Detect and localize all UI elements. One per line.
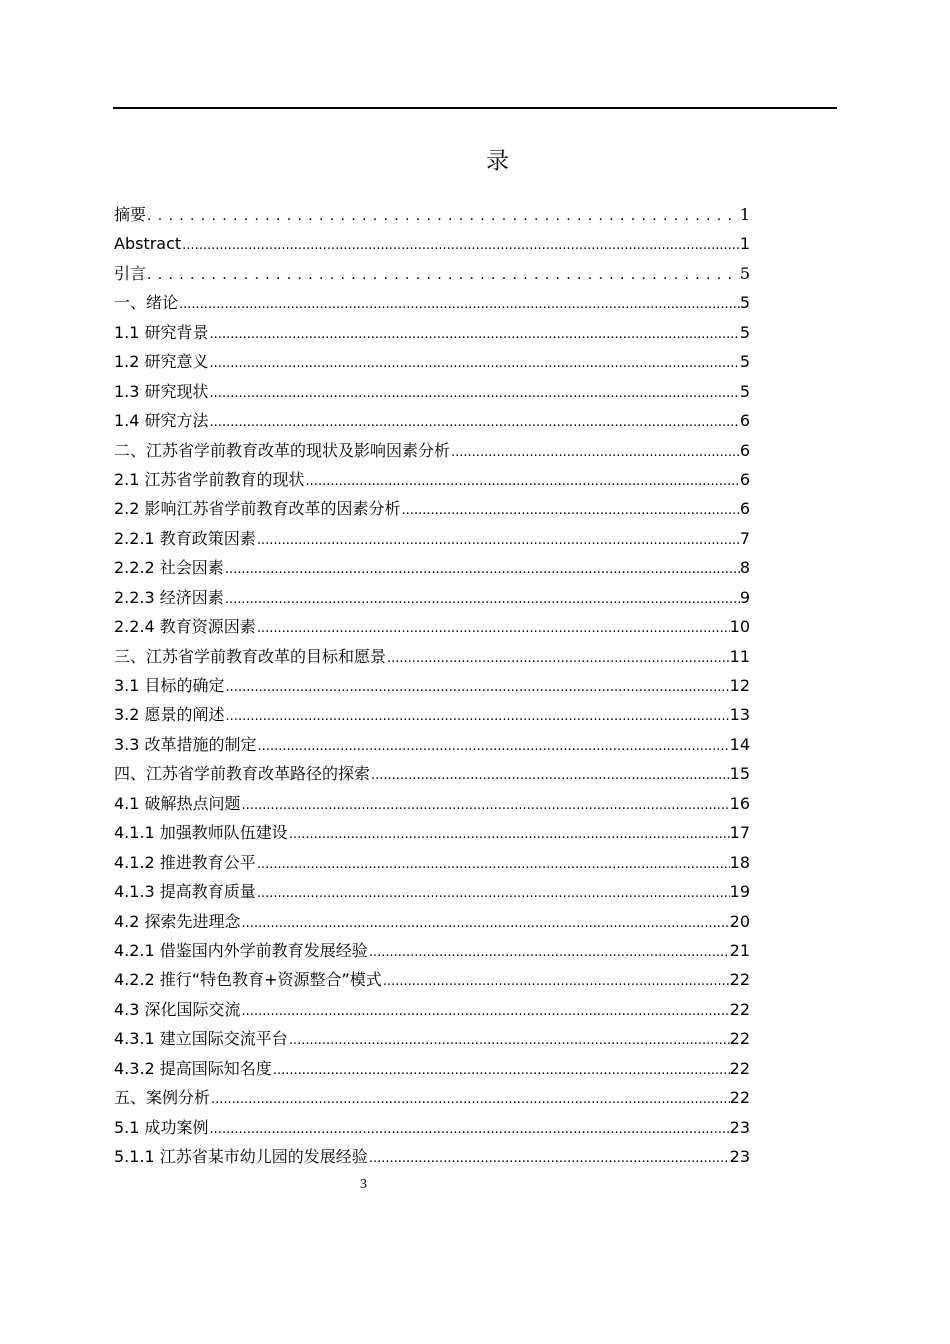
dot-leader — [257, 879, 730, 908]
toc-entry-page: 10 — [729, 617, 750, 637]
toc-entry-label: 5.1 成功案例 — [114, 1117, 209, 1137]
toc-entry-page: 23 — [729, 1147, 750, 1166]
toc-entry-page: 5 — [739, 381, 750, 401]
table-of-contents — [114, 200, 750, 1171]
toc-entry-page: 5 — [739, 352, 750, 372]
toc-entry[interactable] — [114, 436, 750, 465]
toc-entry-page: 12 — [729, 676, 750, 695]
toc-entry[interactable] — [114, 465, 750, 494]
dot-leader — [451, 438, 740, 467]
toc-entry-page: 22 — [729, 1029, 750, 1049]
toc-entry-label: 4.1 破解热点问题 — [114, 793, 241, 813]
dot-leader — [273, 1056, 730, 1085]
toc-entry-label: 4.2 探索先进理念 — [114, 911, 241, 931]
toc-entry-label: 4.3 深化国际交流 — [114, 999, 241, 1019]
toc-entry-page: 21 — [729, 940, 750, 960]
toc-entry-label: Abstract — [114, 234, 182, 254]
dot-leader — [226, 702, 730, 731]
dot-leader — [306, 467, 740, 496]
dot-leader — [402, 496, 740, 525]
toc-entry-label: 1.1 研究背景 — [114, 322, 209, 342]
toc-entry-page: 22 — [729, 970, 750, 990]
toc-entry-label: 4.1.1 加强教师队伍建设 — [114, 823, 288, 843]
toc-title: 录 — [486, 148, 509, 174]
toc-entry-label: 3.1 目标的确定 — [114, 676, 225, 695]
toc-entry[interactable] — [114, 318, 750, 347]
toc-entry-label: 2.2.2 社会因素 — [114, 558, 224, 578]
dot-leader — [242, 791, 730, 820]
dot-leader — [147, 261, 740, 290]
toc-entry[interactable] — [114, 1083, 750, 1112]
toc-entry-label: 3.2 愿景的阐述 — [114, 705, 225, 725]
toc-entry-label: 2.2 影响江苏省学前教育改革的因素分析 — [114, 499, 401, 519]
dot-leader — [226, 673, 730, 702]
toc-entry-label: 三、江苏省学前教育改革的目标和愿景 — [114, 646, 387, 666]
dot-leader — [210, 1115, 730, 1144]
toc-entry-page: 1 — [739, 234, 750, 254]
toc-entry-introduction[interactable] — [114, 259, 750, 288]
dot-leader — [258, 732, 730, 761]
toc-entry[interactable] — [114, 1142, 750, 1171]
toc-entry-page: 8 — [739, 558, 750, 578]
toc-entry-label: 4.3.2 提高国际知名度 — [114, 1058, 272, 1078]
toc-entry-page: 17 — [729, 823, 750, 843]
toc-entry[interactable] — [114, 524, 750, 553]
toc-entry[interactable] — [114, 818, 750, 847]
dot-leader — [289, 820, 730, 849]
toc-entry[interactable] — [114, 730, 750, 759]
toc-entry-page: 18 — [729, 852, 750, 872]
toc-entry[interactable] — [114, 553, 750, 582]
dot-leader — [257, 526, 740, 555]
toc-entry-page: 13 — [729, 705, 750, 725]
toc-entry-page: 11 — [729, 646, 750, 666]
toc-entry[interactable] — [114, 494, 750, 523]
toc-entry-label: 4.1.3 提高教育质量 — [114, 882, 256, 902]
toc-entry[interactable] — [114, 995, 750, 1024]
dot-leader — [182, 231, 740, 260]
toc-entry-page: 5 — [739, 293, 750, 313]
toc-entry[interactable] — [114, 583, 750, 612]
toc-entry-page: 22 — [729, 1088, 750, 1108]
toc-entry-page: 6 — [739, 440, 750, 460]
dot-leader — [147, 202, 740, 231]
toc-entry[interactable] — [114, 848, 750, 877]
toc-entry[interactable] — [114, 700, 750, 729]
toc-entry-page: 19 — [729, 882, 750, 902]
toc-entry-page: 5 — [739, 322, 750, 342]
toc-entry-label: 4.1.2 推进教育公平 — [114, 852, 256, 872]
toc-entry-label: 3.3 改革措施的制定 — [114, 734, 257, 754]
toc-entry-page: 1 — [739, 205, 750, 224]
toc-entry[interactable] — [114, 671, 750, 700]
dot-leader — [369, 1144, 730, 1173]
header-rule — [113, 107, 837, 109]
toc-entry-page: 22 — [729, 999, 750, 1019]
toc-entry[interactable] — [114, 406, 750, 435]
toc-entry-label: 四、江苏省学前教育改革路径的探索 — [114, 764, 371, 784]
toc-entry[interactable] — [114, 936, 750, 965]
dot-leader — [242, 909, 730, 938]
dot-leader — [383, 967, 730, 996]
dot-leader — [387, 644, 730, 673]
toc-entry[interactable] — [114, 288, 750, 317]
toc-entry-label: 2.1 江苏省学前教育的现状 — [114, 469, 305, 489]
toc-entry-page: 23 — [729, 1117, 750, 1137]
toc-entry-label: 一、绪论 — [114, 293, 179, 313]
toc-entry-page: 14 — [729, 734, 750, 754]
toc-entry-label: 1.3 研究现状 — [114, 381, 209, 401]
toc-entry-label: 二、江苏省学前教育改革的现状及影响因素分析 — [114, 440, 451, 460]
toc-entry-page: 5 — [739, 263, 750, 283]
toc-entry[interactable] — [114, 907, 750, 936]
toc-entry[interactable] — [114, 642, 750, 671]
toc-entry[interactable] — [114, 377, 750, 406]
toc-entry-page: 6 — [739, 411, 750, 431]
dot-leader — [210, 408, 740, 437]
toc-entry-page: 16 — [729, 793, 750, 813]
toc-entry-label: 引言 — [114, 263, 147, 283]
toc-entry[interactable] — [114, 612, 750, 641]
dot-leader — [211, 1085, 730, 1114]
dot-leader — [210, 349, 740, 378]
dot-leader — [210, 320, 740, 349]
toc-entry[interactable] — [114, 1113, 750, 1142]
toc-entry-label: 摘要 — [114, 205, 147, 224]
dot-leader — [179, 290, 740, 319]
toc-entry-label: 4.2.2 推行“特色教育+资源整合”模式 — [114, 970, 382, 990]
toc-entry-page: 7 — [739, 528, 750, 548]
toc-entry-abstract-en[interactable] — [114, 229, 750, 258]
dot-leader — [210, 379, 740, 408]
dot-leader — [225, 555, 740, 584]
toc-entry[interactable] — [114, 1054, 750, 1083]
toc-entry-page: 9 — [739, 587, 750, 607]
dot-leader — [257, 614, 730, 643]
toc-entry-label: 1.4 研究方法 — [114, 411, 209, 431]
page-number: 3 — [360, 1177, 367, 1192]
toc-entry-abstract-cn[interactable] — [114, 200, 750, 229]
toc-entry-page: 15 — [729, 764, 750, 784]
toc-entry[interactable] — [114, 347, 750, 376]
toc-entry-page: 22 — [729, 1058, 750, 1078]
toc-entry-page: 20 — [729, 911, 750, 931]
dot-leader — [371, 761, 730, 790]
toc-entry-label: 4.3.1 建立国际交流平台 — [114, 1029, 288, 1049]
toc-entry-label: 4.2.1 借鉴国内外学前教育发展经验 — [114, 940, 368, 960]
dot-leader — [289, 1026, 730, 1055]
toc-entry[interactable] — [114, 965, 750, 994]
toc-entry-label: 五、案例分析 — [114, 1088, 211, 1108]
dot-leader — [257, 850, 730, 879]
toc-entry-page: 6 — [739, 499, 750, 519]
toc-entry[interactable] — [114, 1024, 750, 1053]
toc-entry-page: 6 — [739, 469, 750, 489]
toc-entry[interactable] — [114, 789, 750, 818]
dot-leader — [369, 938, 730, 967]
toc-entry-label: 5.1.1 江苏省某市幼儿园的发展经验 — [114, 1147, 368, 1166]
toc-entry-label: 2.2.4 教育资源因素 — [114, 617, 256, 637]
dot-leader — [225, 585, 740, 614]
toc-entry-label: 1.2 研究意义 — [114, 352, 209, 372]
dot-leader — [242, 997, 730, 1026]
toc-entry-label: 2.2.3 经济因素 — [114, 587, 224, 607]
toc-entry[interactable] — [114, 759, 750, 788]
toc-entry-label: 2.2.1 教育政策因素 — [114, 528, 256, 548]
toc-entry[interactable] — [114, 877, 750, 906]
